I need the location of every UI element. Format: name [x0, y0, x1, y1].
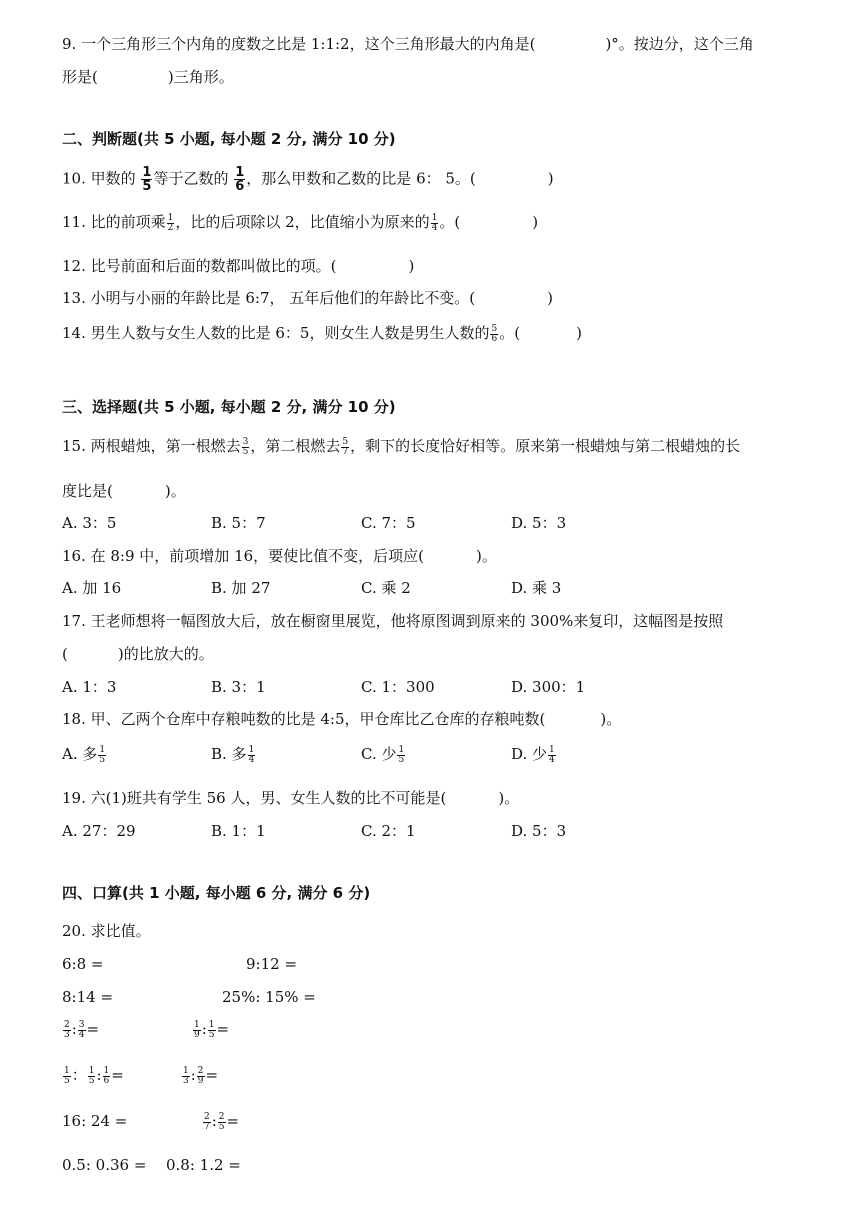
q14-text-2: 。(	[499, 324, 521, 342]
ratio-sign: :	[190, 1066, 196, 1084]
question-9-text-cont: )°。按边分，这个三角	[605, 35, 754, 53]
numerator: 3	[242, 436, 249, 447]
question-9-text: 9. 一个三角形三个内角的度数之比是 1:1:2，这个三角形最大的内角是(	[62, 35, 536, 53]
fraction	[103, 1067, 111, 1086]
denominator: 5	[218, 1121, 225, 1132]
fraction	[397, 746, 405, 765]
calc-item	[62, 1018, 99, 1040]
numerator: 1	[142, 165, 152, 180]
denominator: 3	[183, 1075, 189, 1086]
q16-text: 16. 在 8:9 中，前项增加 16，要使比值不变，后项应(	[62, 547, 425, 565]
fraction	[248, 746, 256, 765]
question-10	[62, 166, 554, 193]
q14-text: 14. 男生人数与女生人数的比是 6：5，则女生人数是男生人数的	[62, 324, 490, 342]
question-18	[62, 708, 621, 730]
calc-item: 8:14 =	[62, 988, 114, 1006]
numerator: 2	[218, 1111, 225, 1122]
q17-option-a[interactable]: A. 1：3	[62, 678, 117, 696]
calc-item	[181, 1064, 218, 1086]
denominator: 3	[64, 1029, 70, 1040]
q18-option-d[interactable]	[511, 743, 557, 765]
section-2-heading: 二、判断题(共 5 小题, 每小题 2 分, 满分 10 分)	[62, 130, 396, 148]
q16-option-d[interactable]: D. 乘 3	[511, 579, 562, 597]
question-9-text-3: )三角形。	[167, 68, 234, 86]
option-text: A. 多	[62, 745, 98, 763]
q15-option-d[interactable]: D. 5：3	[511, 514, 567, 532]
question-17-line2	[62, 643, 214, 665]
numerator: 1	[103, 1065, 110, 1076]
q11-text: 11. 比的前项乘	[62, 213, 166, 231]
q10-close: )	[547, 169, 554, 188]
fraction	[193, 1021, 201, 1040]
equals-sign: =	[216, 1020, 230, 1038]
q18-text: 18. 甲、乙两个仓库中存粮吨数的比是 4:5，甲仓库比乙仓库的存粮吨数(	[62, 710, 546, 728]
fraction	[548, 746, 556, 765]
numerator: 5	[491, 323, 498, 334]
q19-option-a[interactable]: A. 27：29	[62, 822, 136, 840]
numerator: 1	[88, 1065, 95, 1076]
denominator: 5	[242, 446, 249, 457]
fraction	[141, 166, 152, 193]
fraction	[242, 438, 250, 457]
fraction	[197, 1067, 205, 1086]
q12-text: 12. 比号前面和后面的数都叫做比的项。(	[62, 257, 337, 275]
calc-item: 0.8: 1.2 =	[166, 1156, 241, 1174]
denominator: 5	[142, 179, 152, 194]
denominator: 5	[99, 754, 106, 765]
numerator: 1	[167, 212, 174, 223]
q16-option-c[interactable]: C. 乘 2	[361, 579, 411, 597]
numerator: 1	[431, 212, 438, 223]
q14-close: )	[576, 324, 582, 342]
fraction	[88, 1067, 96, 1086]
numerator: 1	[194, 1019, 200, 1030]
q15-option-c[interactable]: C. 7：5	[361, 514, 416, 532]
question-19	[62, 787, 519, 809]
question-9-text-2: 形是(	[62, 68, 98, 86]
question-9-line1	[62, 33, 754, 55]
denominator: 5	[208, 1029, 215, 1040]
q15-close: )。	[164, 482, 186, 500]
q16-close: )。	[476, 547, 497, 565]
question-16	[62, 545, 497, 567]
denominator: 4	[431, 222, 438, 233]
q13-close: )	[547, 289, 554, 307]
calc-item: 9:12 =	[246, 955, 298, 973]
q11-close: )	[532, 213, 539, 231]
calc-item: 6:8 =	[62, 955, 104, 973]
q19-text: 19. 六(1)班共有学生 56 人，男、女生人数的比不可能是(	[62, 789, 447, 807]
numerator: 1	[208, 1019, 215, 1030]
q10-text-2: 等于乙数的	[153, 169, 229, 188]
q16-option-b[interactable]: B. 加 27	[211, 579, 271, 597]
denominator: 5	[88, 1075, 95, 1086]
q19-option-c[interactable]: C. 2：1	[361, 822, 416, 840]
numerator: 1	[99, 744, 106, 755]
q19-close: )。	[498, 789, 520, 807]
numerator: 2	[204, 1111, 210, 1122]
calc-item	[62, 1064, 124, 1086]
fraction	[203, 1113, 211, 1132]
calc-item	[192, 1018, 229, 1040]
numerator: 2	[64, 1019, 70, 1030]
q15-option-a[interactable]: A. 3：5	[62, 514, 117, 532]
q19-option-d[interactable]: D. 5：3	[511, 822, 567, 840]
ratio-sign: ：	[71, 1066, 87, 1084]
ratio-sign: :	[211, 1112, 217, 1130]
q18-option-b[interactable]	[211, 743, 256, 765]
question-14	[62, 322, 582, 344]
denominator: 4	[549, 754, 555, 765]
numerator: 2	[197, 1065, 204, 1076]
fraction	[208, 1021, 216, 1040]
fraction	[218, 1113, 226, 1132]
numerator: 1	[235, 165, 245, 180]
question-15	[62, 435, 740, 457]
numerator: 1	[549, 744, 555, 755]
equals-sign: =	[86, 1020, 100, 1038]
denominator: 2	[167, 222, 174, 233]
q17-text-2: )的比放大的。	[117, 645, 214, 663]
fraction	[341, 438, 349, 457]
question-15-line2	[62, 480, 186, 502]
denominator: 6	[235, 179, 245, 194]
q17-option-c[interactable]: C. 1：300	[361, 678, 435, 696]
q18-close: )。	[600, 710, 622, 728]
q11-text-2: ，比的后项除以 2，比值缩小为原来的	[175, 213, 430, 231]
q11-text-3: 。(	[439, 213, 461, 231]
q10-text: 10. 甲数的	[62, 169, 136, 188]
question-13	[62, 287, 553, 309]
option-text: C. 少	[361, 745, 397, 763]
q17-open: (	[62, 645, 68, 663]
numerator: 1	[64, 1065, 70, 1076]
equals-sign: =	[226, 1112, 240, 1130]
q16-option-a[interactable]: A. 加 16	[62, 579, 122, 597]
question-12	[62, 255, 414, 277]
numerator: 1	[183, 1065, 189, 1076]
equals-sign: =	[111, 1066, 124, 1084]
denominator: 6	[491, 333, 498, 344]
q17-option-b[interactable]: B. 3：1	[211, 678, 266, 696]
q15-text-2: ，第二根燃去	[250, 437, 341, 455]
option-text: D. 少	[511, 745, 548, 763]
numerator: 3	[78, 1019, 85, 1030]
q13-text: 13. 小明与小丽的年龄比是 6:7， 五年后他们的年龄比不变。(	[62, 289, 476, 307]
section-3-heading: 三、选择题(共 5 小题, 每小题 2 分, 满分 10 分)	[62, 398, 396, 416]
calc-item	[202, 1110, 239, 1132]
fraction	[167, 214, 175, 233]
q15-text: 15. 两根蜡烛，第一根燃去	[62, 437, 241, 455]
fraction	[490, 325, 498, 344]
denominator: 9	[197, 1075, 204, 1086]
calc-item: 0.5: 0.36 =	[62, 1156, 147, 1174]
fraction	[182, 1067, 190, 1086]
question-9-line2	[62, 66, 234, 88]
question-17	[62, 610, 723, 632]
q18-option-a[interactable]	[62, 743, 107, 765]
fraction	[78, 1021, 86, 1040]
q17-option-d[interactable]: D. 300：1	[511, 678, 586, 696]
fraction	[98, 746, 106, 765]
numerator: 1	[398, 744, 405, 755]
q19-option-b[interactable]: B. 1：1	[211, 822, 266, 840]
ratio-sign: :	[201, 1020, 207, 1038]
calc-item: 25%: 15% =	[222, 988, 316, 1006]
denominator: 5	[64, 1075, 70, 1086]
denominator: 4	[248, 754, 255, 765]
ratio-sign: :	[71, 1020, 77, 1038]
denominator: 9	[194, 1029, 200, 1040]
calc-item: 16: 24 =	[62, 1112, 128, 1130]
q10-text-3: ，那么甲数和乙数的比是 6： 5。(	[246, 169, 476, 188]
q15-option-b[interactable]: B. 5：7	[211, 514, 266, 532]
denominator: 6	[103, 1075, 110, 1086]
question-11	[62, 211, 538, 233]
q15-text-3: ，剩下的长度恰好相等。原来第一根蜡烛与第二根蜡烛的长	[350, 437, 741, 455]
fraction	[63, 1067, 71, 1086]
option-text: B. 多	[211, 745, 247, 763]
section-4-heading: 四、口算(共 1 小题, 每小题 6 分, 满分 6 分)	[62, 884, 371, 902]
denominator: 7	[342, 446, 349, 457]
q18-option-c[interactable]	[361, 743, 406, 765]
denominator: 5	[398, 754, 405, 765]
denominator: 7	[204, 1121, 210, 1132]
fraction	[63, 1021, 71, 1040]
question-20-title: 20. 求比值。	[62, 922, 151, 940]
q17-text: 17. 王老师想将一幅图放大后，放在橱窗里展览，他将原图调到原来的 300%来复印，这幅图是按照	[62, 612, 724, 630]
fraction	[431, 214, 439, 233]
ratio-sign: :	[96, 1066, 102, 1084]
denominator: 4	[78, 1029, 85, 1040]
numerator: 1	[248, 744, 255, 755]
fraction	[234, 166, 245, 193]
q12-close: )	[408, 257, 415, 275]
q15-text-4: 度比是(	[62, 482, 113, 500]
equals-sign: =	[205, 1066, 219, 1084]
numerator: 5	[342, 436, 349, 447]
